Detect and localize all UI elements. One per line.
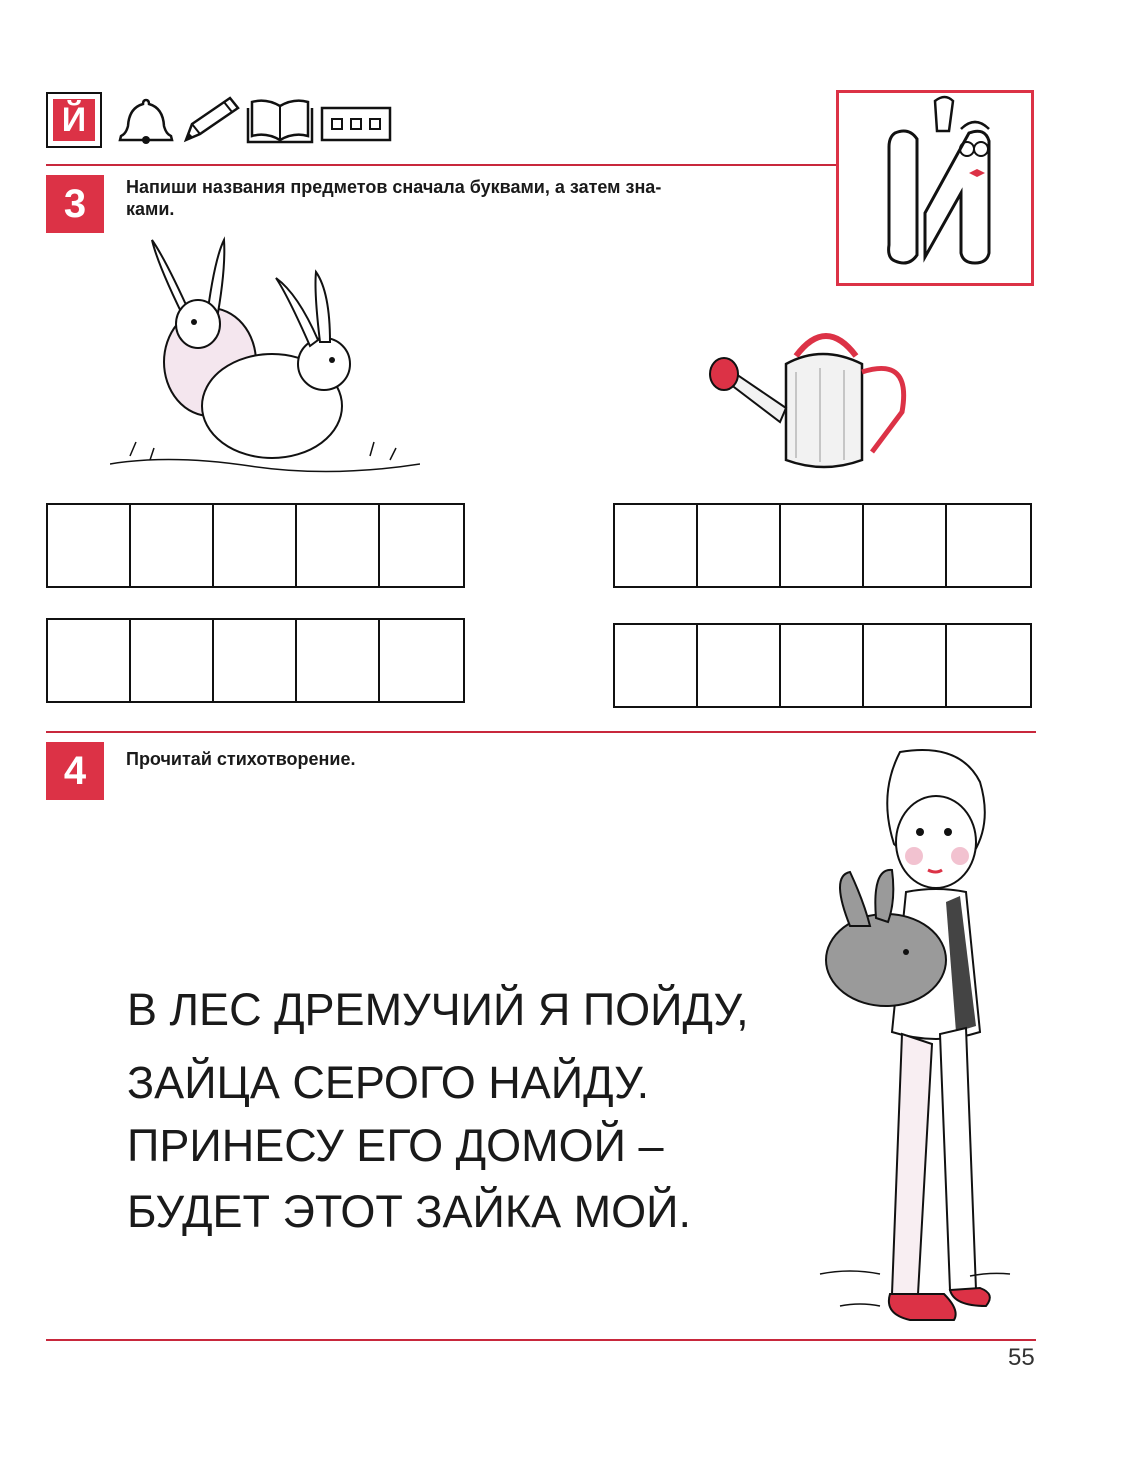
grid-cell[interactable] (781, 505, 864, 586)
grid-cell[interactable] (615, 505, 698, 586)
answer-grid-hare-letters[interactable] (46, 503, 465, 588)
grid-cell[interactable] (380, 620, 463, 701)
answer-grid-hare-signs[interactable] (46, 618, 465, 703)
three-squares-icon (320, 106, 392, 142)
letter-illustration-frame (836, 90, 1034, 286)
grid-cell[interactable] (698, 505, 781, 586)
grid-cell[interactable] (297, 505, 380, 586)
grid-cell[interactable] (947, 505, 1030, 586)
grid-cell[interactable] (615, 625, 698, 706)
grid-cell[interactable] (48, 620, 131, 701)
grid-cell[interactable] (781, 625, 864, 706)
watering-can-illustration (700, 312, 910, 478)
letter-character-illustration (839, 93, 1031, 283)
task-number-3: 3 (46, 175, 104, 233)
page-number: 55 (1008, 1344, 1035, 1371)
grid-cell[interactable] (698, 625, 781, 706)
grid-cell[interactable] (864, 625, 947, 706)
boy-with-rabbit-illustration (810, 746, 1036, 1346)
task-4-instruction: Прочитай стихотворение. (126, 749, 356, 769)
answer-grid-can-signs[interactable] (613, 623, 1032, 708)
task-number-4: 4 (46, 742, 104, 800)
answer-grid-can-letters[interactable] (613, 503, 1032, 588)
poem-line: ЗАЙЦА СЕРОГО НАЙДУ. (127, 1057, 650, 1108)
bell-icon (118, 96, 174, 146)
grid-cell[interactable] (864, 505, 947, 586)
divider-middle (46, 731, 1036, 733)
divider-bottom (46, 1339, 1036, 1341)
grid-cell[interactable] (214, 505, 297, 586)
pencil-icon (180, 96, 242, 144)
poem-line: ПРИНЕСУ ЕГО ДОМОЙ – (127, 1120, 664, 1171)
divider-top (46, 164, 836, 166)
poem-line: БУДЕТ ЭТОТ ЗАЙКА МОЙ. (127, 1186, 691, 1237)
grid-cell[interactable] (48, 505, 131, 586)
book-icon (246, 96, 314, 144)
grid-cell[interactable] (947, 625, 1030, 706)
letter-badge (46, 92, 102, 148)
task-3-instruction: Напиши названия предметов сначала буквами, а затем зна- ками. (126, 177, 662, 219)
grid-cell[interactable] (297, 620, 380, 701)
grid-cell[interactable] (380, 505, 463, 586)
grid-cell[interactable] (131, 505, 214, 586)
letter-badge-inner: Й (53, 99, 95, 141)
poem-line: В ЛЕС ДРЕМУЧИЙ Я ПОЙДУ, (127, 984, 749, 1035)
grid-cell[interactable] (131, 620, 214, 701)
grid-cell[interactable] (214, 620, 297, 701)
hares-illustration (110, 236, 420, 496)
